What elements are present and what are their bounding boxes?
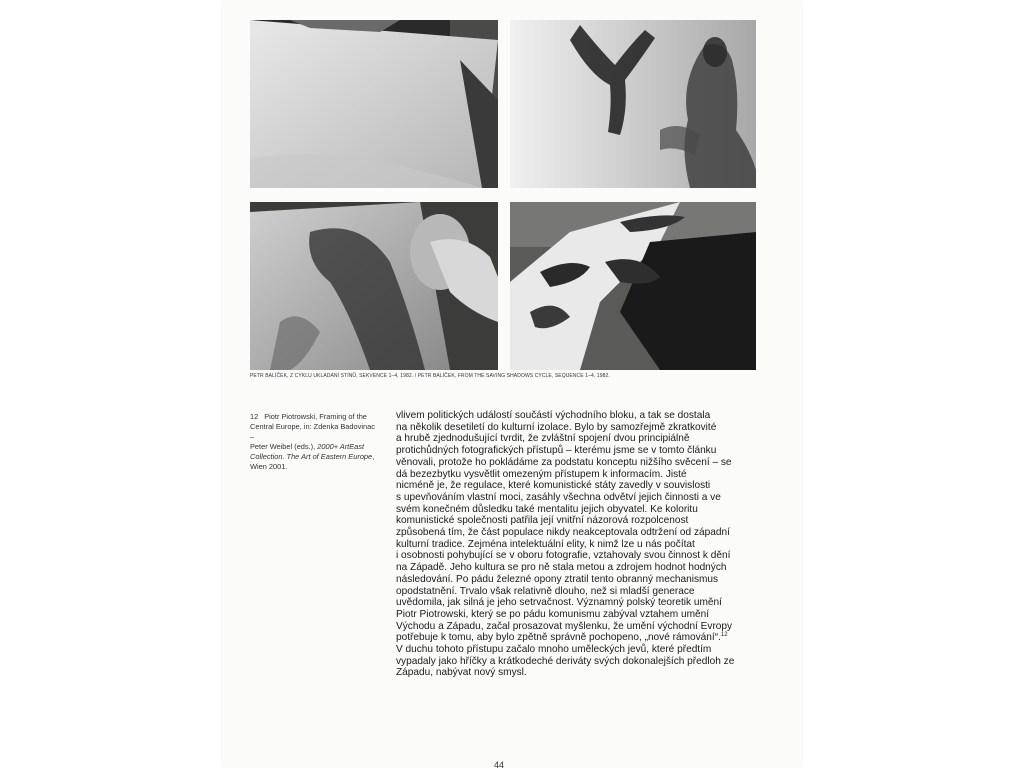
body-line: nicméně je, že regulace, které komunistické státy zavedly v souvislosti: [396, 480, 711, 492]
body-line: komunistické společnosti patřila její vnitřní názorová rozpolcenost: [396, 515, 689, 527]
footnote-title: 2000+ ArtEast: [317, 442, 365, 451]
body-line: vlivem politických událostí součástí východního bloku, a tak se dostala: [396, 410, 711, 421]
body-line: Západu, nabývat nový smysl.: [396, 667, 527, 679]
photo-caption: PETR BALÍČEK, Z CYKLU UKLÁDÁNÍ STÍNŮ, SEKVENCE 1–4, 1982. / PETR BALÍČEK, FROM THE SAVING SHADOWS CYCLE, SEQUENCE 1–4, 1982.: [250, 373, 610, 379]
body-text: [396, 410, 766, 679]
body-line: i osobnosti pohybující se v oboru fotografie, vztahovaly svou činnost k dění: [396, 550, 731, 562]
photo-shadow-figure-icon: [510, 20, 756, 188]
body-line: následování. Po pádu železné opony ztratil tento obranný mechanismus: [396, 573, 719, 585]
footnote: [250, 412, 380, 472]
body-line: svém konečném důsledku také mentalitu jejich obyvatel. Ke koloritu: [396, 503, 698, 515]
body-line: věnovali, protože ho pokládáme za podstatu konceptu nižšího svěcení – se: [396, 456, 732, 468]
body-line: kulturní tradice. Zejména intelektuální elity, k nimž lze u nás počítat: [396, 538, 695, 550]
footnote-title: Collection. The Art of Eastern Europe: [250, 452, 373, 461]
footnote-reference: 12: [720, 632, 728, 639]
body-line: s upevňováním vlastní moci, zasáhly všechna odvětví jejich činnosti a ve: [396, 491, 721, 503]
footnote-line: ,: [372, 452, 375, 461]
document-page: [222, 0, 802, 768]
body-line: Piotr Piotrowski, který se po pádu komunismu zabýval vztahem umění: [396, 608, 710, 620]
body-line: [396, 632, 766, 644]
body-line-text: potřebuje k tomu, aby bylo zpětně správně pochopeno, „nové rámování“.: [396, 632, 721, 644]
footnote-line: Piotr Piotrowski, Framing of the: [264, 412, 367, 421]
footnote-line: Peter Weibel (eds.),: [250, 442, 316, 451]
photo-paper-on-ground: [510, 202, 756, 370]
photo-hand-paper: [250, 202, 498, 370]
body-line: protichůdných fotografických přístupů – kterému jsme se v tomto článku: [396, 445, 717, 457]
footnote-line: Central Europe, in: Zdenka Badovinac –: [250, 422, 375, 441]
page-number: 44: [494, 760, 505, 768]
photo-paper-on-ground-icon: [510, 202, 756, 370]
body-line: Východu a Západu, začal prosazovat myšlenku, že umění východní Evropy: [396, 620, 733, 632]
photo-shadow-figure: [510, 20, 756, 188]
footnote-number: 12: [250, 412, 259, 421]
body-line: dá bezezbytku vysvětlit omezeným přístupem k informacím. Jisté: [396, 468, 687, 480]
body-line: způsobená tím, že část populace nikdy neakceptovala odtržení od západní: [396, 527, 730, 539]
photo-paper-sheet-icon: [250, 20, 498, 188]
footnote-line: Wien 2001.: [250, 462, 288, 471]
body-line: opodstatnění. Trvalo však relativně dlouho, než si mladší generace: [396, 585, 695, 597]
photo-paper-sheet: [250, 20, 498, 188]
body-line: V duchu tohoto přístupu začalo mnoho uměleckých jevů, které předtím: [396, 644, 712, 656]
body-line: a hrubě zjednodušující tvrdit, že zvláštní spojení dvou principiálně: [396, 433, 690, 445]
body-line: na několik desetiletí do kulturní izolace. Bylo by samozřejmě zkratkovité: [396, 421, 717, 433]
body-line: vypadaly jako hříčky a krátkodeché deriváty svých dokonalejších předloh ze: [396, 655, 735, 667]
photo-hand-paper-icon: [250, 202, 498, 370]
body-line: uvědomila, jak silná je jeho setrvačnost. Významný polský teoretik umění: [396, 597, 722, 609]
body-line: na Západě. Jeho kultura se pro ně stala metou a zdrojem hodnot hodných: [396, 562, 727, 574]
